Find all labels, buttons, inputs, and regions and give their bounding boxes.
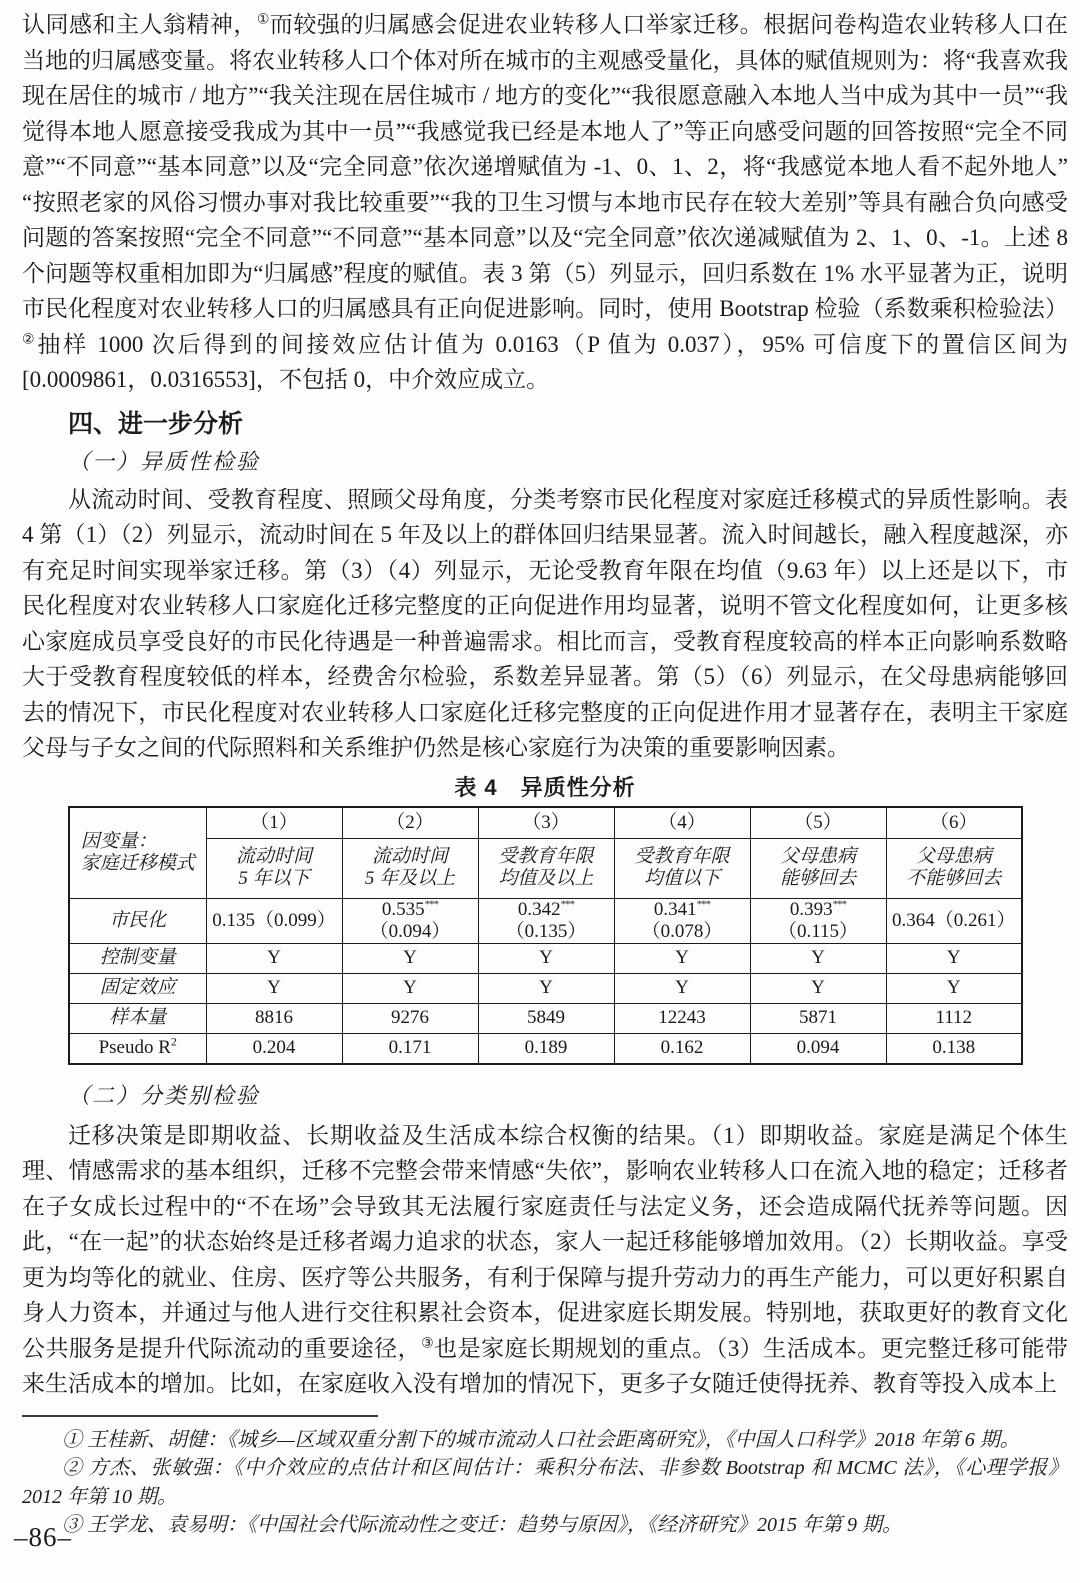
value-cell: 0.204 bbox=[206, 1033, 342, 1064]
value-cell: 8816 bbox=[206, 1003, 342, 1033]
row-label: 市民化 bbox=[69, 898, 206, 943]
column-label: 受教育年限 均值及以上 bbox=[478, 838, 614, 898]
subsection-heading-classification: （二）分类别检验 bbox=[68, 1082, 261, 1108]
footnotes-block bbox=[22, 1426, 1068, 1540]
value-cell: 1112 bbox=[886, 1003, 1022, 1033]
coefficient-cell: 0.364（0.261） bbox=[886, 898, 1022, 943]
footnote-separator-rule bbox=[22, 1415, 378, 1417]
coefficient-cell: 0.535***（0.094） bbox=[342, 898, 478, 943]
value-cell: 0.189 bbox=[478, 1033, 614, 1064]
row-label: Pseudo $R^2$ bbox=[69, 1033, 206, 1064]
table-row bbox=[69, 898, 1022, 943]
column-number: （2） bbox=[342, 807, 478, 839]
value-cell: Y bbox=[342, 973, 478, 1003]
value-cell: Y bbox=[206, 973, 342, 1003]
column-number: （1） bbox=[206, 807, 342, 839]
table-subheader-row bbox=[69, 838, 1022, 898]
value-cell: Y bbox=[750, 973, 886, 1003]
value-cell: Y bbox=[206, 943, 342, 973]
value-cell: 0.171 bbox=[342, 1033, 478, 1064]
table-stub-head: 因变量： 家庭迁移模式 bbox=[69, 807, 206, 899]
value-cell: Y bbox=[886, 973, 1022, 1003]
footnote-ref: ③ bbox=[421, 1335, 435, 1351]
column-label: 流动时间 5 年以下 bbox=[206, 838, 342, 898]
value-cell: 12243 bbox=[614, 1003, 750, 1033]
column-label: 受教育年限 均值以下 bbox=[614, 838, 750, 898]
value-cell: Y bbox=[886, 943, 1022, 973]
column-number: （5） bbox=[750, 807, 886, 839]
coefficient-cell: 0.135（0.099） bbox=[206, 898, 342, 943]
value-cell: 5871 bbox=[750, 1003, 886, 1033]
row-label: 控制变量 bbox=[69, 943, 206, 973]
table-row bbox=[69, 1033, 1022, 1064]
row-label: 样本量 bbox=[69, 1003, 206, 1033]
table-row bbox=[69, 1003, 1022, 1033]
column-number: （3） bbox=[478, 807, 614, 839]
column-number: （4） bbox=[614, 807, 750, 839]
paragraph-heterogeneity: 从流动时间、受教育程度、照顾父母角度，分类考察市民化程度对家庭迁移模式的异质性影响。表 4 第（1）（2）列显示，流动时间在 5 年及以上的群体回归结果显著。流入时间越长，融入程度越深，亦有充足时间实现举家迁移。第（3）（4）列显示，无论受教育年限在均值（9.63 年）以上还是以下，市民化程度对农业转移人口家庭化迁移完整度的正向促进作用均显著，说明不管文化程度如何，让更多核心家庭成员享受良好的市民化待遇是一种普遍需求。相比而言，受教育程度较高的样本正向影响系数略大于受教育程度较低的样本，经费舍尔检验，系数差异显著。第（5）（6）列显示，在父母患病能够回去的情况下，市民化程度对农业转移人口家庭化迁移完整度的正向促进作用才显著存在，表明主干家庭父母与子女之间的代际照料和关系维护仍然是核心家庭行为决策的重要影响因素。 bbox=[22, 486, 1068, 760]
table-header-row bbox=[69, 807, 1022, 839]
coefficient-cell: 0.393***（0.115） bbox=[750, 898, 886, 943]
column-number: （6） bbox=[886, 807, 1022, 839]
subsection-heading-heterogeneity: （一）异质性检验 bbox=[68, 448, 261, 474]
row-label: 固定效应 bbox=[69, 973, 206, 1003]
value-cell: Y bbox=[342, 943, 478, 973]
paragraph-belonging-variable: 认同感和主人翁精神，①而较强的归属感会促进农业转移人口举家迁移。根据问卷构造农业转移人口在当地的归属感变量。将农业转移人口个体对所在城市的主观感受量化，具体的赋值规则为：将“我喜欢我现在居住的城市 / 地方”“我关注现在居住城市 / 地方的变化”“我很愿意融入本地人当中成为其中一员”“我觉得本地人愿意接受我成为其中一员”“我感觉我已经是本地人了”等正向感受问题的回答按照“完全不同意”“不同意”“基本同意”以及“完全同意”依次递增赋值为 -1、0、1、2，将“我感觉本地人看不起外地人”“按照老家的风俗习惯办事对我比较重要”“我的卫生习惯与本地市民存在较大差别”等具有融合负向感受问题的答案按照“完全不同意”“不同意”“基本同意”以及“完全同意”依次递减赋值为 2、1、0、-1。上述 8 个问题等权重相加即为“归属感”程度的赋值。表 3 第（5）列显示，回归系数在 1% 水平显著为正，说明市民化程度对农业转移人口的归属感具有正向促进影响。同时，使用 Bootstrap 检验（系数乘积检验法）②抽样 1000 次后得到的间接效应估计值为 0.0163（P 值为 0.037），95% 可信度下的置信区间为 [0.0009861，0.0316553]，不包括 0，中介效应成立。 bbox=[22, 12, 1068, 392]
value-cell: 9276 bbox=[342, 1003, 478, 1033]
paragraph-classification: 迁移决策是即期收益、长期收益及生活成本综合权衡的结果。（1）即期收益。家庭是满足个体生理、情感需求的基本组织，迁移不完整会带来情感“失依”，影响农业转移人口在流入地的稳定；迁移者在子女成长过程中的“不在场”会导致其无法履行家庭责任与法定义务，还会造成隔代抚养等问题。因此，“在一起”的状态始终是迁移者竭力追求的状态，家人一起迁移能够增加效用。（2）长期收益。享受更为均等化的就业、住房、医疗等公共服务，有利于保障与提升劳动力的再生产能力，可以更好积累自身人力资本，并通过与他人进行交往积累社会资本，促进家庭长期发展。特别地，获取更好的教育文化公共服务是提升代际流动的重要途径，③也是家庭长期规划的重点。（3）生活成本。更完整迁移可能带来生活成本的增加。比如，在家庭收入没有增加的情况下，更多子女随迁使得抚养、教育等投入成本上 bbox=[22, 1122, 1069, 1396]
footnote-ref: ② bbox=[22, 331, 38, 347]
heterogeneity-table bbox=[68, 806, 1023, 1065]
value-cell: Y bbox=[478, 943, 614, 973]
footnote-1: ① 王桂新、胡健：《城乡—区域双重分割下的城市流动人口社会距离研究》，《中国人口科学》2018 年第 6 期。 bbox=[62, 1428, 1020, 1451]
value-cell: Y bbox=[478, 973, 614, 1003]
footnote-2: ② 方杰、张敏强：《中介效应的点估计和区间估计：乘积分布法、非参数 Bootstrap 和 MCMC 法》，《心理学报》2012 年第 10 期。 bbox=[22, 1457, 1068, 1508]
table-row bbox=[69, 973, 1022, 1003]
value-cell: 5849 bbox=[478, 1003, 614, 1033]
section-heading-further-analysis: 四、进一步分析 bbox=[68, 409, 244, 438]
value-cell: Y bbox=[614, 943, 750, 973]
coefficient-cell: 0.341***（0.078） bbox=[614, 898, 750, 943]
column-label: 流动时间 5 年及以上 bbox=[342, 838, 478, 898]
value-cell: Y bbox=[614, 973, 750, 1003]
column-label: 父母患病 能够回去 bbox=[750, 838, 886, 898]
footnote-3: ③ 王学龙、袁易明：《中国社会代际流动性之变迁：趋势与原因》，《经济研究》2015 年第 9 期。 bbox=[62, 1514, 902, 1536]
value-cell: 0.162 bbox=[614, 1033, 750, 1064]
column-label: 父母患病 不能够回去 bbox=[886, 838, 1022, 898]
table-title: 表 4 异质性分析 bbox=[454, 774, 636, 800]
page-number: –86– bbox=[14, 1522, 72, 1552]
footnote-ref: ① bbox=[256, 12, 270, 28]
coefficient-cell: 0.342***（0.135） bbox=[478, 898, 614, 943]
value-cell: 0.138 bbox=[886, 1033, 1022, 1064]
table-row bbox=[69, 943, 1022, 973]
value-cell: 0.094 bbox=[750, 1033, 886, 1064]
value-cell: Y bbox=[750, 943, 886, 973]
